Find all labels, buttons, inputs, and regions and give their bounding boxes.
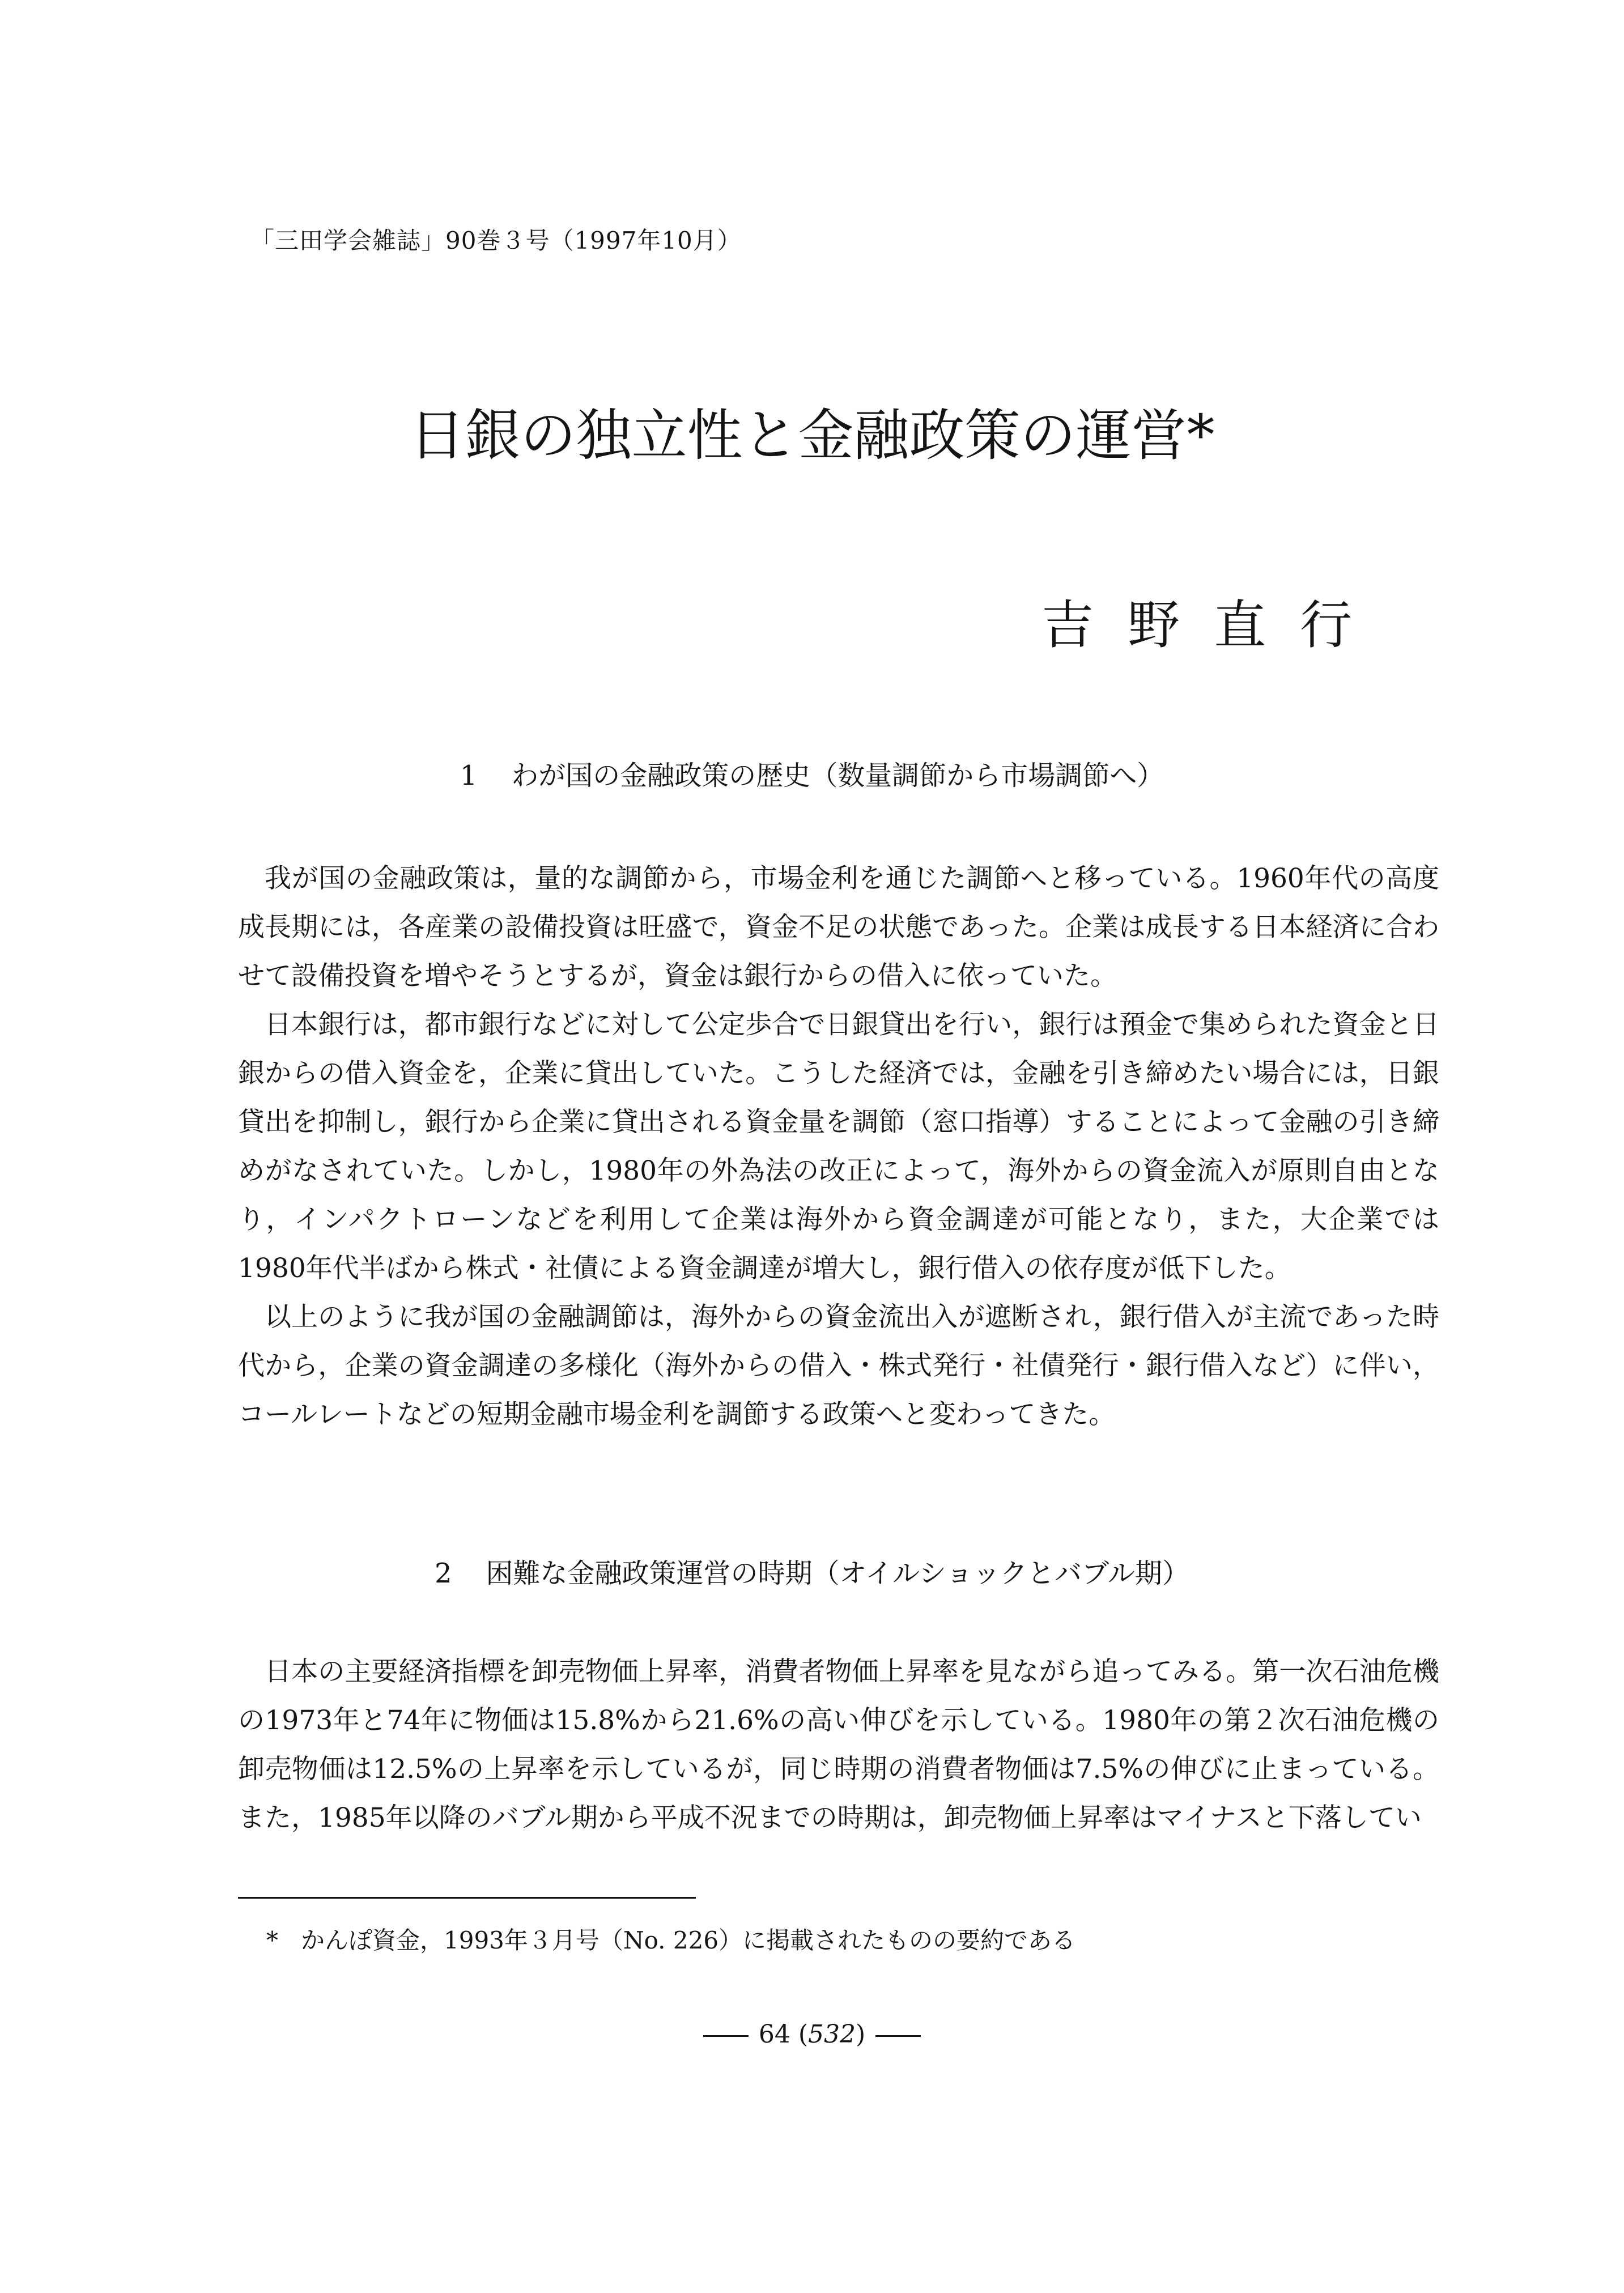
section-2-number: 2 bbox=[434, 1558, 452, 1589]
section-1-paragraph-1: 我が国の金融政策は，量的な調節から，市場金利を通じた調節へと移っている。1960年代の高度成長期には，各産業の設備投資は旺盛で，資金不足の状態であった。企業は成長する日本経済に合わせて設備投資を増やそうとするが，資金は銀行からの借入に依っていた。 bbox=[238, 863, 1439, 992]
footnote-divider bbox=[238, 1897, 696, 1899]
article-author: 吉野直行 bbox=[1041, 595, 1386, 656]
section-1-paragraph-2: 日本銀行は，都市銀行などに対して公定歩合で日銀貸出を行い，銀行は預金で集められた資金と日銀からの借入資金を，企業に貸出していた。こうした経済では，金融を引き締めたい場合には，日銀貸出を抑制し，銀行から企業に貸出される資金量を調節（窓口指導）することによって金融の引き締めがなされていた。しかし，1980年の外為法の改正によって，海外からの資金流入が原則自由となり，インパクトローンなどを利用して企業は海外から資金調達が可能となり，また，大企業では1980年代半ばから株式・社債による資金調達が増大し，銀行借入の依存度が低下した。 bbox=[238, 1009, 1439, 1284]
footnote-mark: * bbox=[266, 1926, 278, 1954]
section-1-heading bbox=[0, 754, 1624, 793]
section-2-body bbox=[238, 1648, 1439, 1843]
section-1-number: 1 bbox=[460, 760, 478, 792]
page-number: 64 (532) bbox=[0, 2020, 1624, 2049]
section-1-paragraph-3: 以上のように我が国の金融調節は，海外からの資金流出入が遮断され，銀行借入が主流であった時代から，企業の資金調達の多様化（海外からの借入・株式発行・社債発行・銀行借入など）に伴い，コールレートなどの短期金融市場金利を調節する政策へと変わってきた。 bbox=[238, 1301, 1439, 1430]
page-original-number: 532 bbox=[808, 2020, 856, 2049]
section-1-title: わが国の金融政策の歴史（数量調節から市場調節へ） bbox=[511, 760, 1164, 792]
page-dash-right bbox=[875, 2035, 921, 2037]
footnote bbox=[266, 1922, 1075, 1956]
section-1-body bbox=[238, 854, 1439, 1439]
section-2-heading bbox=[0, 1551, 1624, 1590]
article-title: 日銀の独立性と金融政策の運営* bbox=[409, 403, 1215, 468]
section-2-title: 困難な金融政策運営の時期（オイルショックとバブル期） bbox=[486, 1558, 1190, 1589]
journal-header: 「三田学会雑誌」90巻３号（1997年10月） bbox=[250, 227, 742, 254]
page-dash-left bbox=[703, 2035, 749, 2037]
section-2-paragraph-1: 日本の主要経済指標を卸売物価上昇率，消費者物価上昇率を見ながら追ってみる。第一次石油危機の1973年と74年に物価は15.8%から21.6%の高い伸びを示している。1980年の第２次石油危機の卸売物価は12.5%の上昇率を示しているが，同じ時期の消費者物価は7.5%の伸びに止まっている。また，1985年以降のバブル期から平成不況までの時期は，卸売物価上昇率はマイナスと下落してい bbox=[238, 1656, 1439, 1833]
footnote-text: かんぽ資金，1993年３月号（No. 226）に掲載されたものの要約である bbox=[301, 1926, 1076, 1954]
page-number-value: 64 bbox=[758, 2020, 790, 2049]
